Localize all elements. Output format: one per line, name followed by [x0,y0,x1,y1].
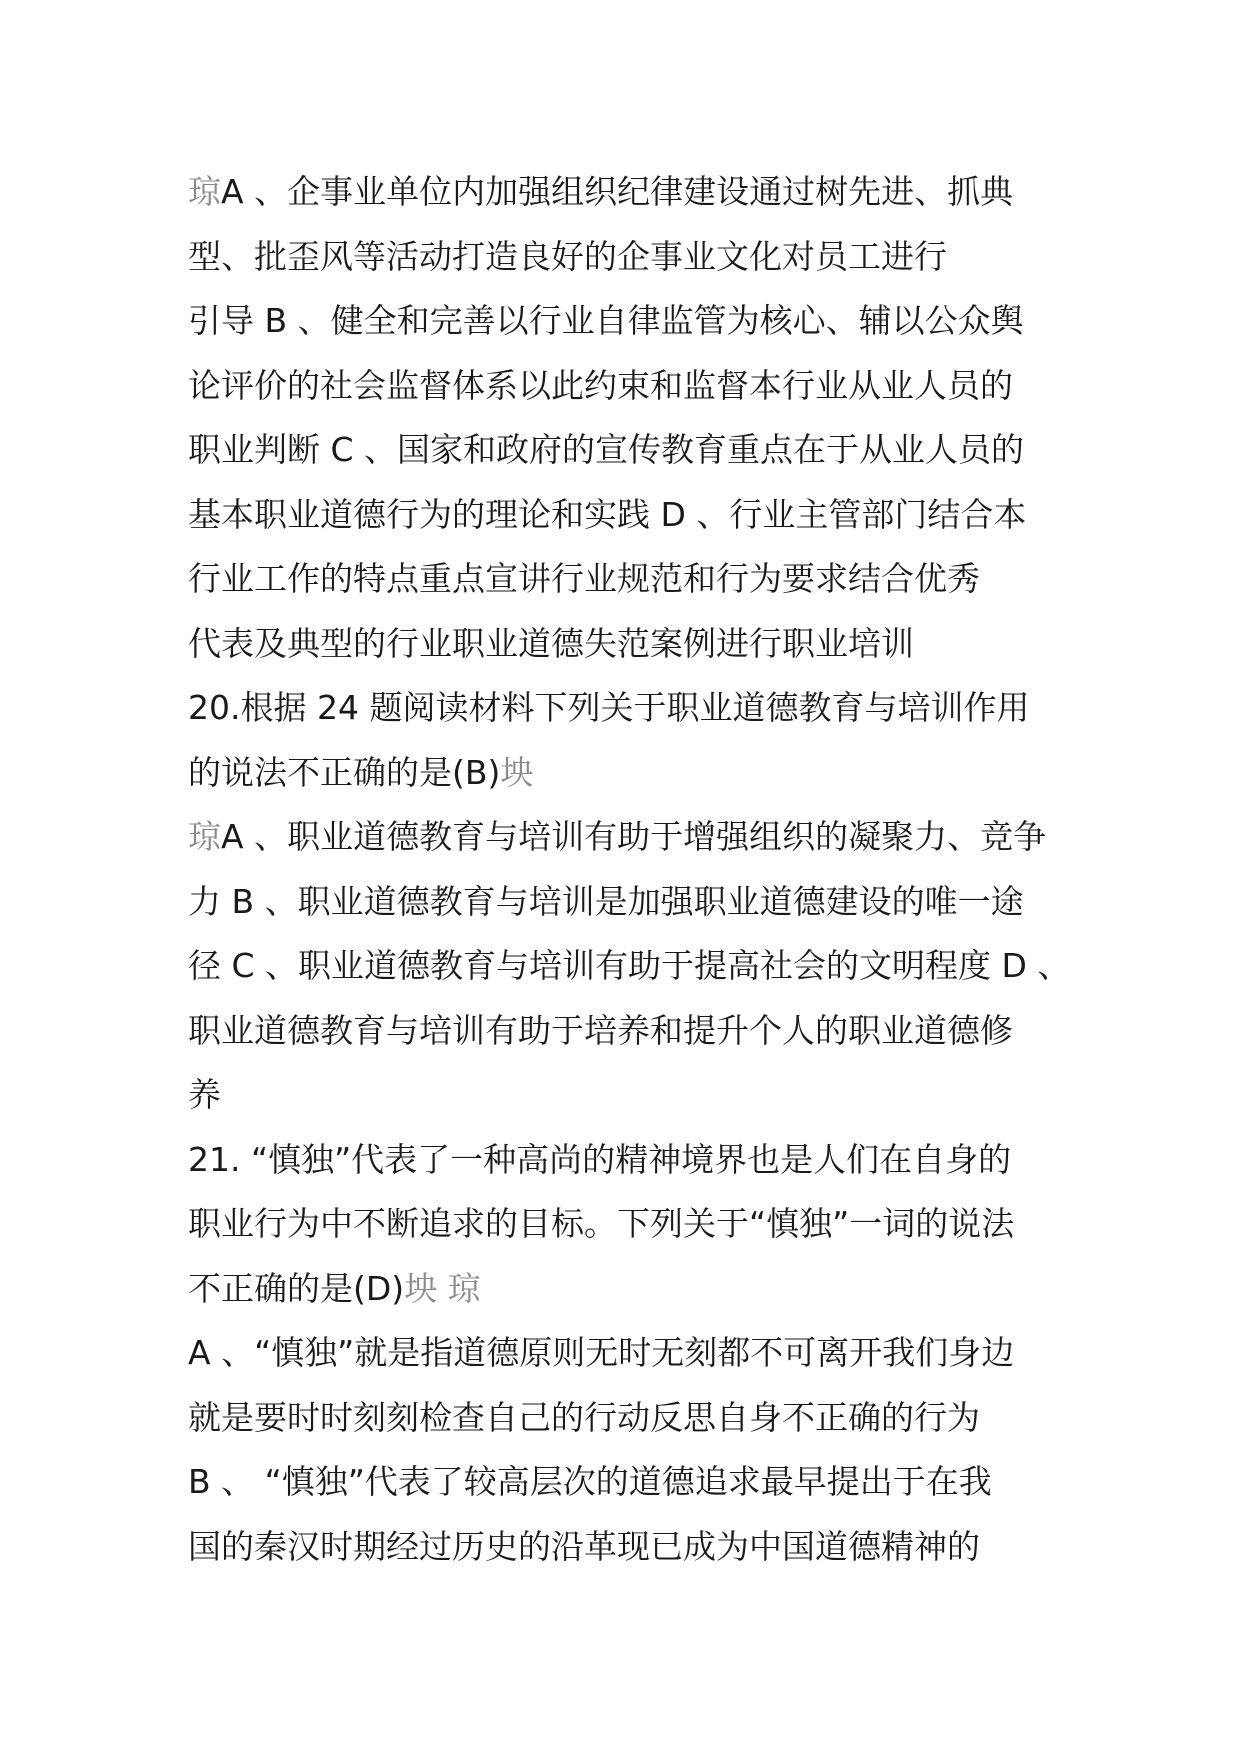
line-text: 论评价的社会监督体系以此约束和监督本行业从业人员的 [188,365,1013,405]
line-text: 职业判断 C 、国家和政府的宣传教育重点在于从业人员的 [188,430,1025,469]
line-text: A 、“慎独”就是指道德原则无时无刻都不可离开我们身边 [188,1333,1015,1372]
line-text: 型、批歪风等活动打造良好的企事业文化对员工进行 [188,236,947,276]
line-text: 职业道德教育与培训有助于培养和提升个人的职业道德修 [188,1010,1013,1050]
line-text: 力 B 、职业道德教育与培训是加强职业道德建设的唯一途 [188,881,1024,921]
line-text: 不正确的是(D) [188,1268,405,1308]
text-line [188,160,1068,225]
text-line [188,1321,1068,1386]
text-line [188,289,1068,354]
line-text: 职业行为中不断追求的目标。下列关于“慎独”一词的说法 [188,1204,1015,1243]
text-line [188,1386,1068,1451]
text-line [188,1257,1068,1322]
line-suffix: 坱 [500,752,534,792]
line-text: A 、企事业单位内加强组织纪律建设通过树先进、抓典 [221,172,1014,211]
line-text: A 、职业道德教育与培训有助于增强组织的凝聚力、竞争 [221,817,1047,856]
text-line [188,1192,1068,1257]
document-body [188,160,1071,1579]
text-line [188,805,1068,870]
text-line [188,870,1068,935]
text-line [188,547,1068,612]
line-text: 基本职业道德行为的理论和实践 D 、行业主管部门结合本 [188,494,1027,534]
line-text: 就是要时时刻刻检查自己的行动反思自身不正确的行为 [188,1397,980,1437]
line-suffix: 坱 琼 [404,1268,481,1308]
text-line [188,418,1068,483]
text-line [188,1450,1068,1515]
question-20-heading [188,676,1068,741]
line-text: 养 [188,1075,221,1114]
text-line [188,483,1068,548]
text-line [188,999,1068,1064]
question-21-heading [188,1128,1068,1193]
line-text: 国的秦汉时期经过历史的沿革现已成为中国道德精神的 [188,1526,980,1566]
line-text: 径 C 、职业道德教育与培训有助于提高社会的文明程度 D 、 [188,946,1071,985]
text-line [188,1063,1068,1128]
text-line [188,225,1068,290]
line-text: 20.根据 24 题阅读材料下列关于职业道德教育与培训作用 [188,688,1030,727]
text-line [188,612,1068,677]
line-prefix: 琼 [188,817,221,856]
text-line [188,354,1068,419]
line-prefix: 琼 [188,172,221,211]
line-text: B 、 “慎独”代表了较高层次的道德追求最早提出于在我 [188,1462,992,1501]
line-text: 21. “慎独”代表了一种高尚的精神境界也是人们在自身的 [188,1139,1012,1179]
text-line [188,741,1068,806]
text-line [188,1515,1068,1580]
line-text: 引导 B 、健全和完善以行业自律监管为核心、辅以公众舆 [188,301,1024,340]
text-line [188,934,1071,999]
line-text: 的说法不正确的是(B) [188,752,501,792]
line-text: 代表及典型的行业职业道德失范案例进行职业培训 [188,623,914,663]
line-text: 行业工作的特点重点宣讲行业规范和行为要求结合优秀 [188,559,980,598]
